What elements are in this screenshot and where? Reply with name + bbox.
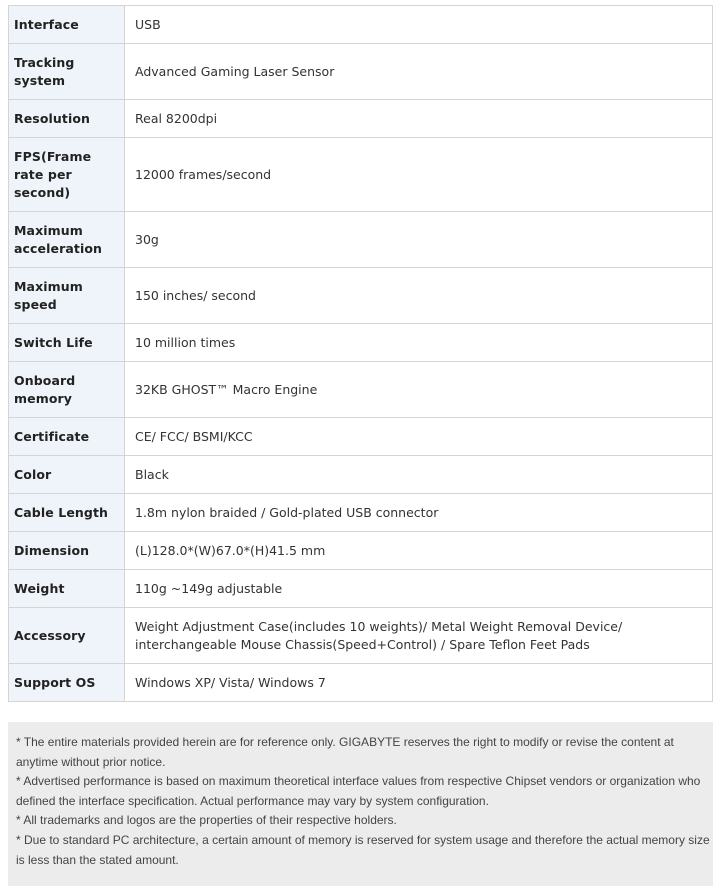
spec-label: Cable Length	[9, 494, 125, 532]
spec-row-max-acceleration	[9, 212, 713, 268]
disclaimer-note: * Advertised performance is based on maximum theoretical interface values from respective Chipset vendors or organization who defined the interface specification. Actual performance may vary by system configuration.	[16, 774, 701, 808]
spec-label: Color	[9, 456, 125, 494]
spec-label: Weight	[9, 570, 125, 608]
spec-label: Certificate	[9, 418, 125, 456]
spec-label: Resolution	[9, 100, 125, 138]
spec-label: FPS(Frame rate per second)	[9, 138, 125, 212]
disclaimer-note: * All trademarks and logos are the properties of their respective holders.	[16, 813, 397, 828]
spec-value: 150 inches/ second	[125, 268, 713, 324]
spec-value: USB	[125, 6, 713, 44]
spec-row-max-speed	[9, 268, 713, 324]
spec-row-weight	[9, 570, 713, 608]
spec-row-resolution	[9, 100, 713, 138]
spec-label: Switch Life	[9, 324, 125, 362]
spec-value: 110g ~149g adjustable	[125, 570, 713, 608]
spec-label: Support OS	[9, 664, 125, 702]
spec-row-certificate	[9, 418, 713, 456]
spec-label: Maximum acceleration	[9, 212, 125, 268]
spec-row-dimension	[9, 532, 713, 570]
disclaimer-note: * The entire materials provided herein are for reference only. GIGABYTE reserves the right to modify or revise the content at anytime without prior notice.	[16, 735, 674, 769]
spec-row-support-os	[9, 664, 713, 702]
spec-row-onboard-memory	[9, 362, 713, 418]
spec-value: CE/ FCC/ BSMI/KCC	[125, 418, 713, 456]
spec-value: 32KB GHOST™ Macro Engine	[125, 362, 713, 418]
spec-value: (L)128.0*(W)67.0*(H)41.5 mm	[125, 532, 713, 570]
spec-value: Windows XP/ Vista/ Windows 7	[125, 664, 713, 702]
spec-label: Dimension	[9, 532, 125, 570]
spec-label: Interface	[9, 6, 125, 44]
spec-value: Weight Adjustment Case(includes 10 weights)/ Metal Weight Removal Device/ interchangeable Mouse Chassis(Speed+Control) / Spare Teflon Feet Pads	[125, 608, 713, 664]
disclaimer-notes	[8, 722, 713, 886]
spec-row-tracking-system	[9, 44, 713, 100]
spec-row-fps	[9, 138, 713, 212]
spec-label: Tracking system	[9, 44, 125, 100]
spec-row-accessory	[9, 608, 713, 664]
spec-row-interface	[9, 6, 713, 44]
spec-label: Onboard memory	[9, 362, 125, 418]
spec-value: Real 8200dpi	[125, 100, 713, 138]
spec-value: 30g	[125, 212, 713, 268]
spec-value: Advanced Gaming Laser Sensor	[125, 44, 713, 100]
spec-value: Black	[125, 456, 713, 494]
spec-row-switch-life	[9, 324, 713, 362]
disclaimer-note: * Due to standard PC architecture, a certain amount of memory is reserved for system usage and therefore the actual memory size is less than the stated amount.	[16, 832, 710, 867]
spec-label: Accessory	[9, 608, 125, 664]
spec-value: 10 million times	[125, 324, 713, 362]
spec-row-color	[9, 456, 713, 494]
spec-value: 1.8m nylon braided / Gold-plated USB connector	[125, 494, 713, 532]
spec-table	[8, 5, 713, 702]
spec-label: Maximum speed	[9, 268, 125, 324]
spec-row-cable-length	[9, 494, 713, 532]
spec-value: 12000 frames/second	[125, 138, 713, 212]
